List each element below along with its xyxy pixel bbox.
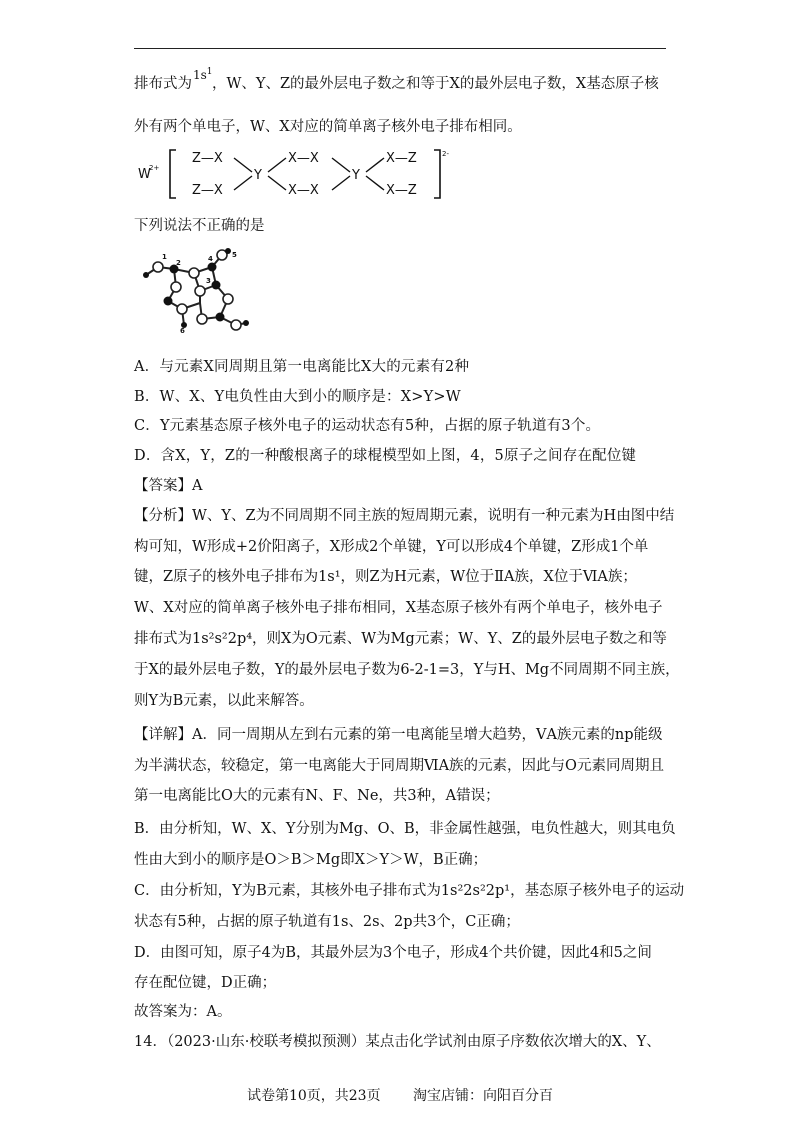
page-footer [0, 1085, 800, 1105]
option-b: B．W、X、Y电负性由大到小的顺序是：X>Y>W [134, 389, 461, 405]
footer-page-number: 试卷第10页，共23页 [246, 1088, 381, 1104]
question-text: 下列说法不正确的是 [134, 218, 265, 234]
line1-prefix: 排布式为 [134, 76, 192, 92]
detail-line: D．由图可知，原子4为B，其最外层为3个电子，形成4个共价键，因此4和5之间 [134, 945, 652, 961]
formula-w-charge: 2+ [149, 164, 160, 172]
model-label-5: 5 [232, 251, 237, 259]
line1-text: ，W、Y、Z的最外层电子数之和等于X的最外层电子数，X基态原子核 [212, 76, 659, 92]
model-label-1: 1 [162, 253, 167, 261]
ball-and-stick-model [140, 243, 258, 335]
detail-line: 存在配位键，D正确； [134, 975, 277, 991]
model-label-4: 4 [208, 255, 213, 263]
analysis-line: 排布式为1s²s²2p⁴，则X为O元素、W为Mg元素；W、Y、Z的最外层电子数之和等 [134, 631, 667, 647]
paragraph-line-2: 外有两个单电子，W、X对应的简单离子核外电子排布相同。 [134, 119, 522, 135]
formula-w: W [138, 167, 151, 182]
analysis-line: 【分析】W、Y、Z为不同周期不同主族的短周期元素，说明有一种元素为H由图中结 [134, 508, 675, 524]
detail-line: 性由大到小的顺序是O＞B＞Mg即X＞Y＞W，B正确； [134, 852, 488, 868]
model-label-3: 3 [206, 277, 211, 285]
paragraph-line-1 [134, 74, 659, 94]
orbital-sup: 1 [206, 67, 213, 77]
detail-line: 状态有5种，占据的原子轨道有1s、2s、2p共3个，C正确； [134, 914, 520, 930]
footer-shop: 淘宝店铺：向阳百分百 [413, 1088, 554, 1104]
formula-y2: Y [352, 168, 360, 183]
formula-right-bot: X—Z [386, 183, 417, 198]
analysis-line: 构可知，W形成+2价阳离子，X形成2个单键，Y可以形成4个单键，Z形成1个单 [134, 539, 649, 555]
formula-left-top: Z—X [192, 151, 223, 166]
model-label-6: 6 [180, 327, 185, 335]
detail-line: 故答案为：A。 [134, 1004, 232, 1020]
formula-charge: 2- [442, 150, 449, 158]
detail-line: B．由分析知，W、X、Y分别为Mg、O、B，非金属性越强，电负性越大，则其电负 [134, 821, 676, 837]
option-d: D．含X，Y，Z的一种酸根离子的球棍模型如上图，4，5原子之间存在配位键 [134, 448, 637, 464]
detail-line: 为半满状态，较稳定，第一电离能大于同周期ⅥA族的元素，因此与O元素同周期且 [134, 758, 664, 774]
answer-line: 【答案】A [134, 478, 203, 494]
formula-mid-top: X—X [288, 151, 319, 166]
option-c: C．Y元素基态原子核外电子的运动状态有5种，占据的原子轨道有3个。 [134, 418, 601, 434]
header-rule [134, 48, 666, 49]
analysis-line: 于X的最外层电子数，Y的最外层电子数为6-2-1=3，Y与H、Mg不同周期不同主族， [134, 662, 680, 678]
detail-line: 【详解】A．同一周期从左到右元素的第一电离能呈增大趋势，ⅤA族元素的np能级 [134, 727, 663, 743]
structural-formula [136, 142, 466, 206]
formula-right-top: X—Z [386, 151, 417, 166]
next-question: 14．（2023·山东·校联考模拟预测）某点击化学试剂由原子序数依次增大的X、Y、 [134, 1034, 661, 1050]
option-a: A．与元素X同周期且第一电离能比X大的元素有2种 [134, 359, 470, 375]
orbital-text: 1s [193, 68, 207, 82]
formula-y1: Y [254, 168, 262, 183]
model-label-2: 2 [176, 259, 181, 267]
analysis-line: W、X对应的简单离子核外电子排布相同，X基态原子核外有两个单电子，核外电子 [134, 600, 663, 616]
formula-mid-bot: X—X [288, 183, 319, 198]
detail-line: C．由分析知，Y为B元素，其核外电子排布式为1s²2s²2p¹，基态原子核外电子的运动 [134, 883, 685, 899]
detail-line: 第一电离能比O大的元素有N、F、Ne，共3种，A错误； [134, 788, 500, 804]
analysis-line: 键，Z原子的核外电子排布为1s¹，则Z为H元素，W位于ⅡA族，X位于ⅥA族； [134, 569, 637, 585]
analysis-line: 则Y为B元素，以此来解答。 [134, 693, 314, 709]
formula-left-bot: Z—X [192, 183, 223, 198]
